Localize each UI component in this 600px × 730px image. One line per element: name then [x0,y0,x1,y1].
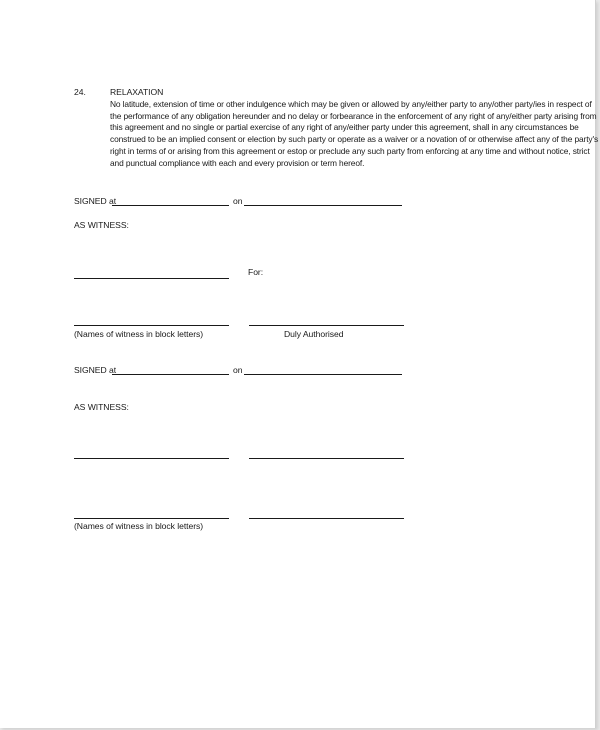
signed-at-place-line[interactable] [112,205,229,206]
authorised-signature-line[interactable] [249,458,404,459]
witness-name-line[interactable] [74,325,229,326]
as-witness-label: AS WITNESS: [74,220,129,230]
signed-at-label: SIGNED at [74,365,117,375]
signed-on-date-line[interactable] [244,374,402,375]
clause-line: No latitude, extension of time or other indulgence which may be given or allowed by any/either party to any/other party/ies in respect of [110,99,592,109]
signed-on-date-line[interactable] [244,205,402,206]
witness-signature-line[interactable] [74,278,229,279]
clause-line: and punctual compliance with each and every provision or term hereof. [110,157,365,168]
witness-names-caption: (Names of witness in block letters) [74,329,204,339]
as-witness-label: AS WITNESS: [74,402,129,412]
witness-signature-line[interactable] [74,458,229,459]
clause-line: right in terms of or arising from this agreement or estop or preclude any such party from enforcing at any time and without notice, strict [110,145,590,156]
authorised-signature-line[interactable] [249,518,404,519]
authorised-signature-line[interactable] [249,325,404,326]
on-label: on [233,365,243,375]
signed-at-label: SIGNED at [74,196,117,206]
duly-authorised-caption: Duly Authorised [284,329,344,339]
signed-at-place-line[interactable] [112,374,229,375]
clause-heading: RELAXATION [110,87,164,97]
clause-number: 24. [74,87,86,97]
clause-line: the performance of any obligation hereunder and no delay or forbearance in the enforcement of any right of any/either party arising from [110,110,597,121]
on-label: on [233,196,243,206]
witness-names-caption: (Names of witness in block letters) [74,521,204,531]
clause-body [110,99,598,169]
clause-line: construed to be an implied consent or election by such party or operate as a waiver or a novation of or otherwise affect any of the party's [110,134,599,145]
for-label: For: [248,267,264,277]
clause-line: this agreement and no single or partial exercise of any right of any/either party under this agreement, shall in any circumstances be [110,122,579,133]
witness-name-line[interactable] [74,518,229,519]
